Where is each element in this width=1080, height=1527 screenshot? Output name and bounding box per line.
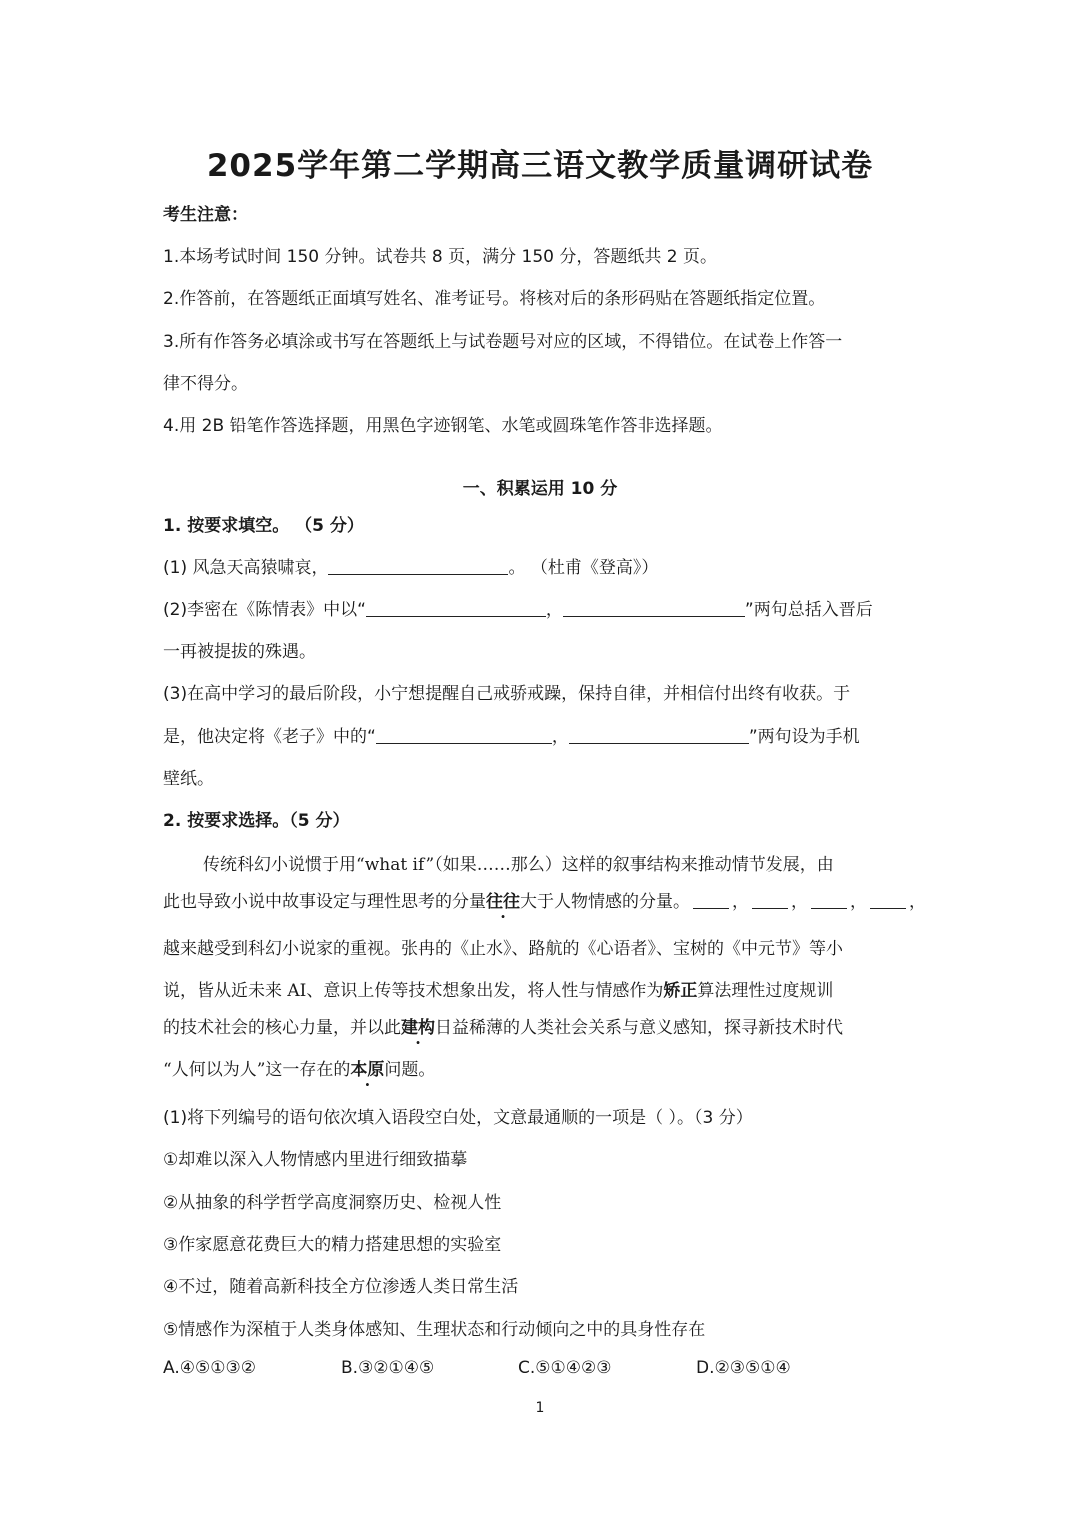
- passage-text: 说，皆从近未来 AI、意识上传等技术想象出发，将人性与情感作为: [163, 981, 664, 1001]
- question-1-part-2-cont: 一再被提拔的殊遇。: [163, 642, 316, 662]
- passage-text: 日益稀薄的人类社会关系与意义感知，探寻新技术时代: [435, 1018, 843, 1038]
- question-1-part-3-cont: [163, 722, 860, 747]
- question-2-heading: 2. 按要求选择。（5 分）: [163, 811, 350, 831]
- q1-p2-text-after: ”两句总括入晋后: [744, 600, 873, 620]
- passage-line-6: [163, 1055, 435, 1080]
- notice-item-3: 3.所有作答务必填涂或书写在答题纸上与试卷题号对应的区域，不得错位。在试卷上作答一: [163, 332, 843, 352]
- passage-text: 大于人物情感的分量。: [520, 892, 690, 912]
- passage-line-1: 传统科幻小说惯于用“what if”（如果……那么）这样的叙事结构来推动情节发展，由: [203, 855, 834, 875]
- passage-text: “人何以为人”这一存在的: [163, 1060, 351, 1080]
- option-a[interactable]: A.④⑤①③②: [163, 1358, 256, 1378]
- question-1-part-3-end: 壁纸。: [163, 769, 214, 789]
- blank-separator: ，: [791, 892, 808, 912]
- notice-item-2: 2.作答前，在答题纸正面填写姓名、准考证号。将核对后的条形码贴在答题纸指定位置。: [163, 289, 826, 309]
- exam-title: 2025学年第二学期高三语文教学质量调研试卷: [206, 148, 874, 184]
- emphasized-word: 矫正: [663, 981, 698, 1001]
- sub-question-1: (1)将下列编号的语句依次填入语段空白处，文意最通顺的一项是（ ）。（3 分）: [163, 1108, 753, 1128]
- answer-blank[interactable]: [693, 891, 729, 909]
- emphasized-word: 往往: [486, 892, 520, 912]
- q1-p2-sep: ，: [545, 600, 563, 620]
- emphasized-word: 本原: [350, 1060, 385, 1080]
- blank-separator: ，: [850, 892, 867, 912]
- answer-blank[interactable]: [376, 726, 552, 744]
- blank-separator: ，: [732, 892, 749, 912]
- passage-line-4: [163, 976, 833, 1001]
- answer-blank[interactable]: [811, 891, 847, 909]
- statement-4: ④不过，随着高新科技全方位渗透人类日常生活: [163, 1277, 519, 1297]
- passage-text: 此也导致小说中故事设定与理性思考的分量: [163, 892, 486, 912]
- q1-p3-text-after: ”两句设为手机: [748, 727, 860, 747]
- section-title: 一、积累运用 10 分: [462, 479, 618, 499]
- emphasized-word: 建构: [401, 1018, 435, 1038]
- question-1-part-2: [163, 595, 873, 620]
- q1-p3-sep: ，: [551, 727, 569, 747]
- answer-blank[interactable]: [328, 557, 508, 575]
- notice-item-3-cont: 律不得分。: [163, 374, 248, 394]
- option-d[interactable]: D.②③⑤①④: [696, 1358, 791, 1378]
- q1-p1-text-before: (1) 风急天高猿啸哀，: [163, 558, 329, 578]
- passage-line-2: [163, 887, 926, 912]
- statement-3: ③作家愿意花费巨大的精力搭建思想的实验室: [163, 1235, 502, 1255]
- page-number: 1: [535, 1400, 545, 1416]
- notice-item-4: 4.用 2B 铅笔作答选择题，用黑色字迹钢笔、水笔或圆珠笔作答非选择题。: [163, 416, 723, 436]
- notice-heading: 考生注意：: [163, 205, 248, 225]
- blank-separator: ，: [909, 892, 926, 912]
- answer-blank[interactable]: [870, 891, 906, 909]
- statement-1: ①却难以深入人物情感内里进行细致描摹: [163, 1150, 468, 1170]
- notice-item-1: 1.本场考试时间 150 分钟。试卷共 8 页，满分 150 分，答题纸共 2 页。: [163, 247, 717, 267]
- passage-text: 问题。: [384, 1060, 436, 1080]
- question-1-part-1: [163, 553, 658, 578]
- answer-blank[interactable]: [563, 599, 745, 617]
- passage-line-5: [163, 1013, 843, 1038]
- passage-line-3: 越来越受到科幻小说家的重视。张冉的《止水》、路航的《心语者》、宝树的《中元节》等小: [163, 939, 843, 959]
- passage-text: 的技术社会的核心力量，并以此: [163, 1018, 401, 1038]
- q1-p2-text-before: (2)李密在《陈情表》中以“: [163, 600, 366, 620]
- option-b[interactable]: B.③②①④⑤: [341, 1358, 435, 1378]
- passage-text: 算法理性过度规训: [697, 981, 834, 1001]
- q1-p1-text-after: 。 （杜甫《登高》）: [508, 558, 659, 578]
- question-1-part-3: (3)在高中学习的最后阶段，小宁想提醒自己戒骄戒躁，保持自律，并相信付出终有收获。于: [163, 684, 851, 704]
- q1-p3-text-before: 是，他决定将《老子》中的“: [163, 727, 376, 747]
- answer-blank[interactable]: [366, 599, 546, 617]
- statement-2: ②从抽象的科学哲学高度洞察历史、检视人性: [163, 1193, 502, 1213]
- option-c[interactable]: C.⑤①④②③: [518, 1358, 612, 1378]
- statement-5: ⑤情感作为深植于人类身体感知、生理状态和行动倾向之中的具身性存在: [163, 1320, 706, 1340]
- answer-blank[interactable]: [569, 726, 749, 744]
- answer-blank[interactable]: [752, 891, 788, 909]
- question-1-heading: 1. 按要求填空。 （5 分）: [163, 516, 364, 536]
